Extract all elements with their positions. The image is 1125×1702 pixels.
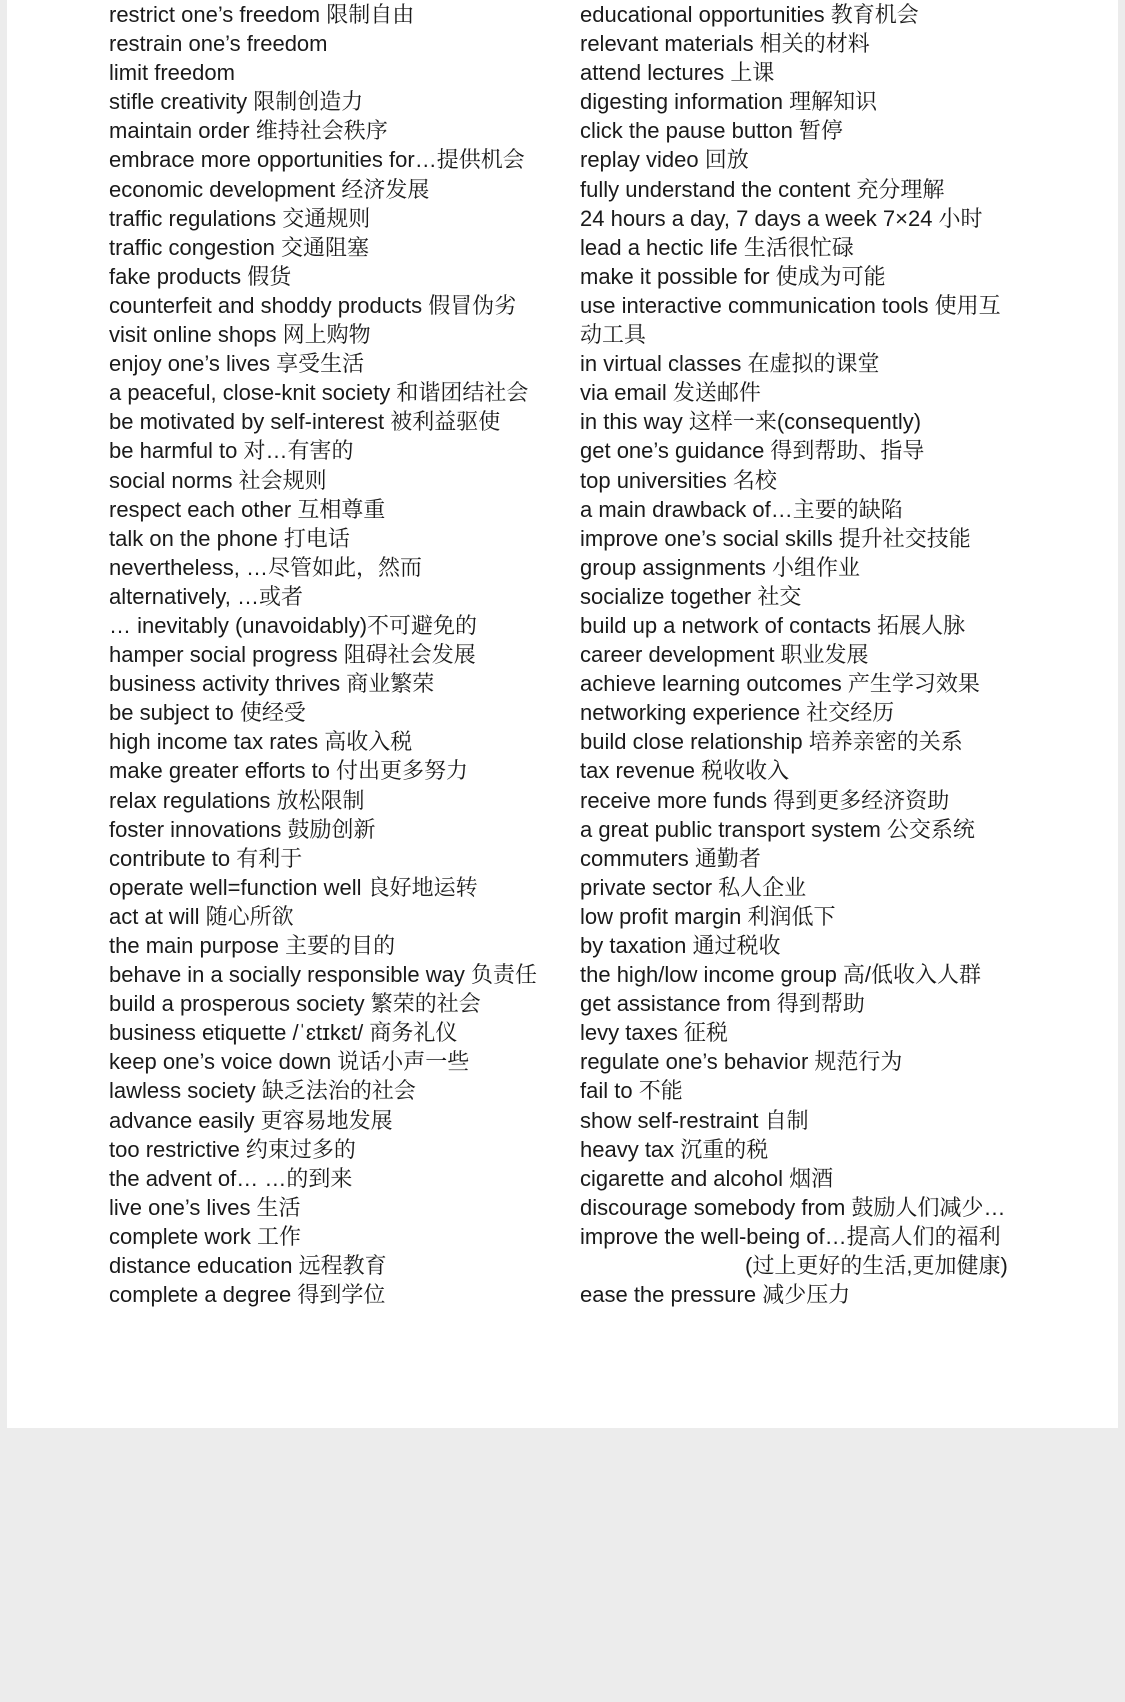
vocab-entry: make greater efforts to 付出更多努力: [109, 758, 469, 784]
vocab-entry: make it possible for 使成为可能: [580, 263, 886, 289]
vocab-entry: fake products 假货: [109, 263, 292, 289]
vocab-entry: top universities 名校: [580, 467, 777, 493]
vocab-entry: the main purpose 主要的目的: [109, 933, 396, 958]
vocab-entry: career development 职业发展: [580, 642, 869, 668]
vocab-entry: group assignments 小组作业: [580, 554, 860, 580]
vocab-entry: fully understand the content 充分理解: [580, 176, 945, 202]
vocab-entry: a main drawback of…主要的缺陷: [580, 496, 903, 522]
vocab-entry: via email 发送邮件: [580, 380, 761, 406]
vocab-entry: lead a hectic life 生活很忙碌: [580, 234, 854, 260]
vocab-entry: fail to 不能: [580, 1078, 683, 1104]
vocab-entry: business etiquette /ˈɛtɪkɛt/ 商务礼仪: [109, 1020, 458, 1046]
vocab-entry: heavy tax 沉重的税: [580, 1136, 769, 1162]
vocab-entry: click the pause button 暂停: [580, 118, 843, 144]
vocab-entry: educational opportunities 教育机会: [580, 2, 919, 27]
vocab-entry: achieve learning outcomes 产生学习效果: [580, 671, 980, 697]
vocab-entry: private sector 私人企业: [580, 874, 807, 900]
vocab-entry: talk on the phone 打电话: [109, 525, 350, 551]
vocab-entry-note: (过上更好的生活,更加健康): [745, 1253, 1008, 1279]
vocab-entry: embrace more opportunities for…提供机会: [109, 147, 525, 173]
vocab-entry: by taxation 通过税收: [580, 933, 781, 958]
vocab-entry: social norms 社会规则: [109, 467, 327, 493]
vocab-entry: replay video 回放: [580, 147, 749, 173]
vocab-entry: relax regulations 放松限制: [109, 787, 365, 813]
vocab-entry: advance easily 更容易地发展: [109, 1107, 393, 1133]
vocab-entry: get assistance from 得到帮助: [580, 991, 865, 1017]
vocab-entry: commuters 通勤者: [580, 845, 761, 871]
vocab-entry: relevant materials 相关的材料: [580, 31, 870, 57]
vocab-entry: build close relationship 培养亲密的关系: [580, 729, 963, 755]
vocab-entry: a peaceful, close-knit society 和谐团结社会: [109, 380, 529, 406]
vocab-entry: build a prosperous society 繁荣的社会: [109, 991, 481, 1017]
vocab-entry: build up a network of contacts 拓展人脉: [580, 612, 966, 638]
vocab-entry: traffic congestion 交通阻塞: [109, 234, 370, 260]
vocab-entry: restrict one’s freedom 限制自由: [109, 2, 415, 27]
vocab-entry: a great public transport system 公交系统: [580, 816, 975, 842]
vocab-entry: traffic regulations 交通规则: [109, 205, 371, 231]
vocab-entry: behave in a socially responsible way 负责任: [109, 962, 537, 988]
vocab-entry: too restrictive 约束过多的: [109, 1136, 356, 1162]
vocab-entry: maintain order 维持社会秩序: [109, 118, 388, 144]
vocab-entry: enjoy one’s lives 享受生活: [109, 351, 365, 377]
vocab-entry: networking experience 社交经历: [580, 700, 895, 726]
vocab-entry: ease the pressure 减少压力: [580, 1282, 851, 1308]
vocab-entry: stifle creativity 限制创造力: [109, 89, 364, 115]
vocab-entry: complete work 工作: [109, 1223, 301, 1249]
vocab-entry: act at will 随心所欲: [109, 903, 294, 929]
vocab-entry: visit online shops 网上购物: [109, 322, 371, 348]
vocab-entry: be motivated by self-interest 被利益驱使: [109, 409, 501, 435]
vocab-entry: the advent of… …的到来: [109, 1165, 353, 1191]
page-sheet: [7, 0, 1118, 1428]
vocab-entry: be subject to 使经受: [109, 700, 306, 726]
vocab-entry: limit freedom: [109, 60, 235, 86]
vocab-entry: improve one’s social skills 提升社交技能: [580, 525, 971, 551]
vocab-entry: in virtual classes 在虚拟的课堂: [580, 351, 880, 377]
vocab-entry: in this way 这样一来(consequently): [580, 409, 922, 435]
vocab-entry: contribute to 有利于: [109, 845, 303, 871]
vocab-entry: attend lectures 上课: [580, 60, 775, 86]
vocab-entry: complete a degree 得到学位: [109, 1282, 386, 1308]
vocab-entry: improve the well-being of…提高人们的福利: [580, 1223, 1001, 1249]
vocab-entry: high income tax rates 高收入税: [109, 729, 413, 755]
vocab-entry: respect each other 互相尊重: [109, 496, 386, 522]
vocab-entry: show self-restraint 自制: [580, 1107, 809, 1133]
vocab-entry: tax revenue 税收收入: [580, 758, 790, 784]
vocab-entry: … inevitably (unavoidably)不可避免的: [109, 612, 478, 638]
vocab-entry: nevertheless, …尽管如此，然而: [109, 554, 422, 580]
vocab-entry: discourage somebody from 鼓励人们减少…: [580, 1194, 1006, 1220]
vocab-entry: counterfeit and shoddy products 假冒伪劣: [109, 292, 517, 318]
vocab-entry: get one’s guidance 得到帮助、指导: [580, 438, 925, 464]
vocab-entry: business activity thrives 商业繁荣: [109, 671, 435, 697]
vocab-entry: lawless society 缺乏法治的社会: [109, 1078, 416, 1104]
vocab-entry: economic development 经济发展: [109, 176, 430, 202]
vocab-entry: operate well=function well 良好地运转: [109, 874, 478, 900]
vocab-entry: socialize together 社交: [580, 583, 802, 609]
vocab-entry: use interactive communication tools 使用互: [580, 292, 1001, 318]
vocab-entry: be harmful to 对…有害的: [109, 438, 354, 464]
left-vocabulary-column: [109, 0, 549, 1309]
vocab-entry: distance education 远程教育: [109, 1253, 387, 1279]
vocab-entry: regulate one’s behavior 规范行为: [580, 1049, 903, 1075]
vocab-entry: low profit margin 利润低下: [580, 903, 836, 929]
vocab-entry: levy taxes 征税: [580, 1020, 728, 1046]
vocab-entry: alternatively, …或者: [109, 583, 303, 609]
vocab-entry: restrain one’s freedom: [109, 31, 328, 57]
vocab-entry: keep one’s voice down 说话小声一些: [109, 1049, 470, 1075]
vocab-entry: the high/low income group 高/低收入人群: [580, 962, 982, 988]
vocab-entry: hamper social progress 阻碍社会发展: [109, 642, 476, 668]
vocab-entry: live one’s lives 生活: [109, 1194, 301, 1220]
right-vocabulary-column: [580, 0, 1030, 1309]
vocab-entry: receive more funds 得到更多经济资助: [580, 787, 950, 813]
vocab-entry: 24 hours a day, 7 days a week 7×24 小时: [580, 205, 983, 231]
vocab-entry: cigarette and alcohol 烟酒: [580, 1165, 834, 1191]
vocab-entry: digesting information 理解知识: [580, 89, 878, 115]
vocab-entry: foster innovations 鼓励创新: [109, 816, 376, 842]
vocab-entry-continuation: 动工具: [580, 322, 647, 348]
